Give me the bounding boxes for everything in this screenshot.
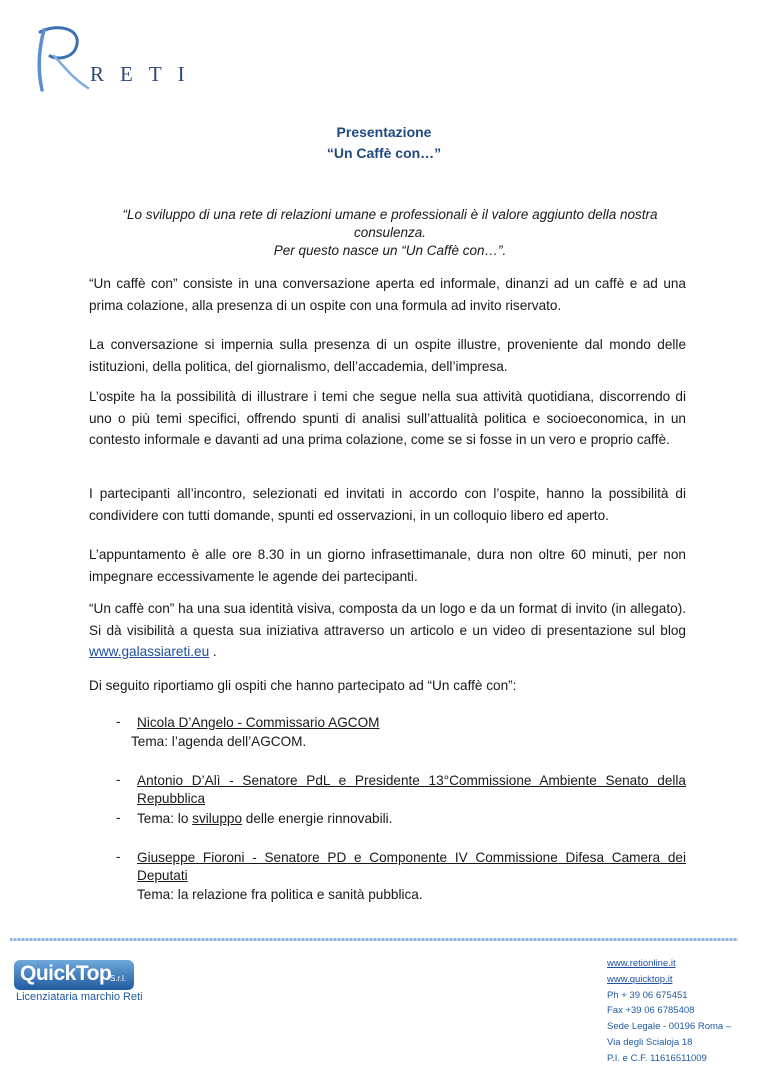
fax-number: Fax +39 06 6785408 [607,1005,695,1017]
logo-text: RETI [90,62,201,86]
list-dash: - [116,714,121,729]
guest-3-name-line-1: Giuseppe Fioroni - Senatore PD e Componente IV Commissione Difesa Camera dei [137,850,686,865]
guest-3-name-line-2: Deputati [137,868,188,883]
quicktop-brand: QuickTop [20,962,112,985]
guest-1-tema: Tema: l’agenda dell’AGCOM. [131,734,307,749]
reti-logo [30,22,201,94]
contact-block [607,956,731,1067]
doc-title: Presentazione [336,124,432,140]
quote-line-3: Per questo nasce un “Un Caffè con…”. [273,243,507,258]
paragraph-1: “Un caffè con” consiste in una conversazione aperta ed informale, dinanzi ad un caffè e ad una prima colazione, alla presenza di un ospite con una formula ad invito riservato. [89,276,686,313]
paragraph-4: I partecipanti all’incontro, selezionati ed invitati in accordo con l’ospite, hanno la possibilità di condividere con tutti domande, spunti ed osservazioni, in un colloquio libero ed aperto. [89,486,686,523]
paragraph-6-end: . [209,644,217,659]
paragraph-2: La conversazione si impernia sulla presenza di un ospite illustre, proveniente dal mondo delle istituzioni, della politica, del giornalismo, dell’accademia, dell’impresa. [89,337,686,374]
quote-line-1: “Lo sviluppo di una rete di relazioni umane e professionali è il valore aggiunto della nostra [122,207,658,222]
guest-3-tema: Tema: la relazione fra politica e sanità pubblica. [137,887,423,902]
paragraph-7: Di seguito riportiamo gli ospiti che hanno partecipato ad “Un caffè con”: [89,678,517,693]
list-dash: - [116,772,121,787]
phone-number: Ph + 39 06 675451 [607,989,688,1001]
list-dash: - [116,810,121,825]
quicktop-subtitle: Licenziataria marchio Reti [16,991,143,1003]
paragraph-5: L’appuntamento è alle ore 8.30 in un giorno infrasettimanale, dura non oltre 60 minuti, per non impegnare eccessivamente le agende dei partecipanti. [89,547,686,584]
guest-2-tema-keyword: sviluppo [192,811,243,826]
vat-number: P.I. e C.F. 11616511009 [607,1052,707,1064]
quicktop-brand-suffix: S.r.l. [110,974,127,983]
footer-divider [10,938,738,941]
guest-2-name-line-1: Antonio D’Alì - Senatore PdL e Presidente 13°Commissione Ambiente Senato della [137,773,686,788]
doc-subtitle: “Un Caffè con…” [326,145,442,161]
paragraph-3: L’ospite ha la possibilità di illustrare i temi che segue nella sua attività quotidiana, discorrendo di uno o più temi specifici, offrendo spunti di analisi sull’attualità politica e socioeconomica, in un contesto informale e davanti ad una prima colazione, come se si fosse in un vero e proprio caffè. [89,389,686,447]
paragraph-6 [89,598,686,663]
list-dash: - [116,849,121,864]
guest-2-name-line-2: Repubblica [137,791,206,806]
paragraph-6-text: “Un caffè con” ha una sua identità visiva, composta da un logo e da un format di invito (in allegato). Si dà visibilità a questa sua iniziativa attraverso un articolo e un video di presentazione sul blog [89,601,686,638]
retionline-link[interactable]: www.retionline.it [607,958,676,969]
quicktop-link[interactable]: www.quicktop.it [607,973,673,985]
guest-2-tema-suffix: delle energie rinnovabili. [242,811,393,826]
street-address: Via degli Scialoja 18 [607,1036,693,1048]
guest-2-tema-prefix: Tema: lo [137,811,193,826]
blog-link[interactable]: www.galassiareti.eu [89,644,210,659]
quicktop-logo [14,960,134,995]
reti-r-mark-icon [30,22,92,94]
guest-1-name: Nicola D’Angelo - Commissario AGCOM [137,715,380,730]
quote-line-2: consulenza. [353,225,427,240]
guest-2-tema [137,810,392,828]
legal-address: Sede Legale - 00196 Roma – [607,1021,732,1033]
